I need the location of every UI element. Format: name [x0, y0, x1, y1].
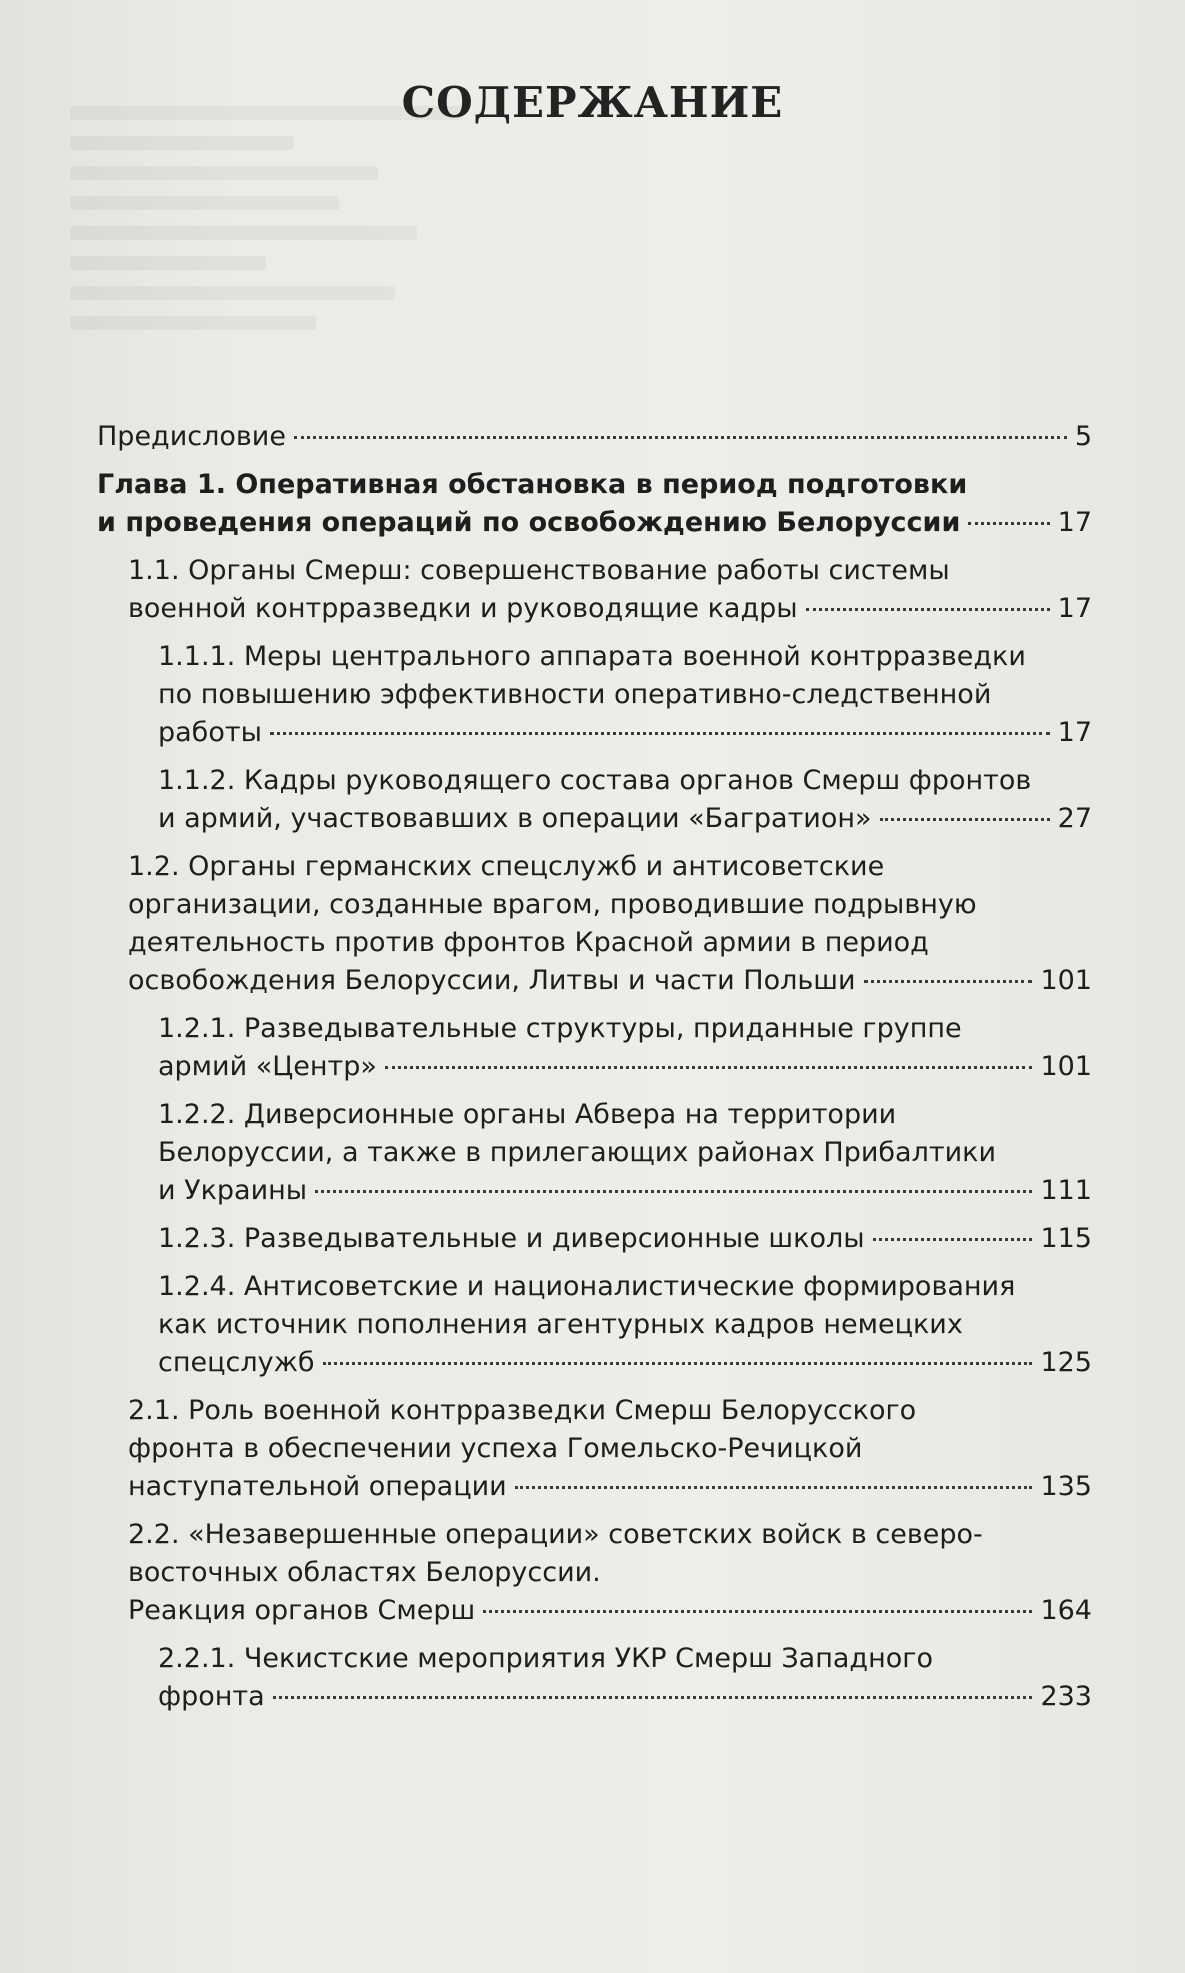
toc-entry-text: военной контрразведки и руководящие кадры [128, 593, 798, 624]
toc-entry-text: освобождения Белоруссии, Литвы и части Польши [128, 965, 856, 996]
dot-leader [315, 1190, 1032, 1193]
toc-entry[interactable] [97, 848, 1092, 1000]
toc-entry[interactable] [97, 552, 1092, 628]
toc-entry-last-line [158, 714, 1092, 752]
toc-entry-text: деятельность против фронтов Красной армии в период [128, 927, 929, 958]
toc-entry-last-line [158, 1172, 1092, 1210]
page-number: 164 [1040, 1595, 1092, 1626]
toc-entry-last-line [128, 1468, 1092, 1506]
toc-entry[interactable] [97, 1268, 1092, 1382]
toc-entry-text: спецслужб [158, 1347, 315, 1378]
toc-entry-text: и проведения операций по освобождению Белоруссии [97, 507, 961, 538]
toc-entry-text: наступательной операции [128, 1471, 507, 1502]
toc-entry[interactable] [97, 1516, 1092, 1630]
toc-entry-text: работы [158, 717, 262, 748]
toc-entry-last-line [158, 1678, 1092, 1716]
page-number: 101 [1040, 1051, 1092, 1082]
page-title: СОДЕРЖАНИЕ [401, 78, 784, 127]
toc-entry-text: фронта [158, 1681, 265, 1712]
toc-entry-text: Реакция органов Смерш [128, 1595, 476, 1626]
toc-entry[interactable] [97, 1640, 1092, 1716]
page-number: 5 [1074, 421, 1092, 452]
toc-entry[interactable] [97, 1220, 1092, 1258]
page-number: 125 [1040, 1347, 1092, 1378]
toc-entry-last-line [158, 1344, 1092, 1382]
toc-entry-last-line [97, 504, 1092, 542]
dot-leader [873, 1238, 1033, 1241]
toc-entry-text: Предисловие [97, 421, 286, 452]
toc-entry-text: 1.2.1. Разведывательные структуры, приданные группе [158, 1013, 962, 1044]
toc-entry-last-line [158, 1220, 1092, 1258]
table-of-contents [97, 418, 1092, 1726]
dot-leader [294, 436, 1067, 439]
toc-entry-text: по повышению эффективности оперативно-следственной [158, 679, 992, 710]
toc-entry[interactable] [97, 1392, 1092, 1506]
toc-entry-text: и армий, участвовавших в операции «Багратион» [158, 803, 872, 834]
page-number: 17 [1057, 507, 1092, 538]
toc-entry-text: 1.2.4. Антисоветские и националистические формирования [158, 1271, 1016, 1302]
dot-leader [515, 1486, 1033, 1489]
dot-leader [864, 980, 1033, 983]
toc-entry-last-line [128, 962, 1092, 1000]
dot-leader [273, 1696, 1033, 1699]
toc-entry-last-line [128, 590, 1092, 628]
toc-entry-last-line [158, 1048, 1092, 1086]
toc-entry[interactable] [97, 418, 1092, 456]
page-number: 17 [1057, 717, 1092, 748]
toc-entry-text: Глава 1. Оперативная обстановка в период подготовки [97, 469, 968, 500]
dot-leader [323, 1362, 1033, 1365]
toc-entry-last-line [97, 418, 1092, 456]
dot-leader [483, 1610, 1032, 1613]
toc-entry-text: 1.1. Органы Смерш: совершенствование работы системы [128, 555, 950, 586]
toc-entry-text: организации, созданные врагом, проводившие подрывную [128, 889, 977, 920]
toc-entry[interactable] [97, 638, 1092, 752]
toc-entry-text: 2.1. Роль военной контрразведки Смерш Белорусского [128, 1395, 917, 1426]
toc-entry-text: Белоруссии, а также в прилегающих районах Прибалтики [158, 1137, 996, 1168]
toc-entry-text: как источник пополнения агентурных кадров немецких [158, 1309, 963, 1340]
toc-entry-text: армий «Центр» [158, 1051, 377, 1082]
page-number: 27 [1057, 803, 1092, 834]
page-number: 135 [1040, 1471, 1092, 1502]
dot-leader [806, 608, 1050, 611]
toc-entry[interactable] [97, 1010, 1092, 1086]
toc-entry-text: 1.1.1. Меры центрального аппарата военной контрразведки [158, 641, 1026, 672]
toc-entry-text: 2.2.1. Чекистские мероприятия УКР Смерш Западного [158, 1643, 933, 1674]
toc-entry-text: 1.2. Органы германских спецслужб и антисоветские [128, 851, 885, 882]
dot-leader [968, 522, 1049, 525]
toc-entry[interactable] [97, 762, 1092, 838]
page-number: 233 [1040, 1681, 1092, 1712]
page-number: 101 [1040, 965, 1092, 996]
toc-entry-text: фронта в обеспечении успеха Гомельско-Речицкой [128, 1433, 863, 1464]
bleed-through-text [70, 90, 630, 450]
toc-entry[interactable] [97, 1096, 1092, 1210]
page-number: 111 [1040, 1175, 1092, 1206]
toc-entry-text: 2.2. «Незавершенные операции» советских войск в северо- [128, 1519, 983, 1550]
toc-entry[interactable] [97, 466, 1092, 542]
toc-entry-text: восточных областях Белоруссии. [128, 1557, 601, 1588]
toc-entry-text: и Украины [158, 1175, 308, 1206]
toc-entry-text: 1.2.2. Диверсионные органы Абвера на территории [158, 1099, 897, 1130]
toc-entry-last-line [158, 800, 1092, 838]
page-number: 115 [1040, 1223, 1092, 1254]
toc-entry-last-line [128, 1592, 1092, 1630]
page-number: 17 [1057, 593, 1092, 624]
toc-entry-text: 1.2.3. Разведывательные и диверсионные школы [158, 1223, 865, 1254]
dot-leader [270, 732, 1050, 735]
toc-entry-text: 1.1.2. Кадры руководящего состава органов Смерш фронтов [158, 765, 1032, 796]
dot-leader [880, 818, 1050, 821]
dot-leader [385, 1066, 1033, 1069]
